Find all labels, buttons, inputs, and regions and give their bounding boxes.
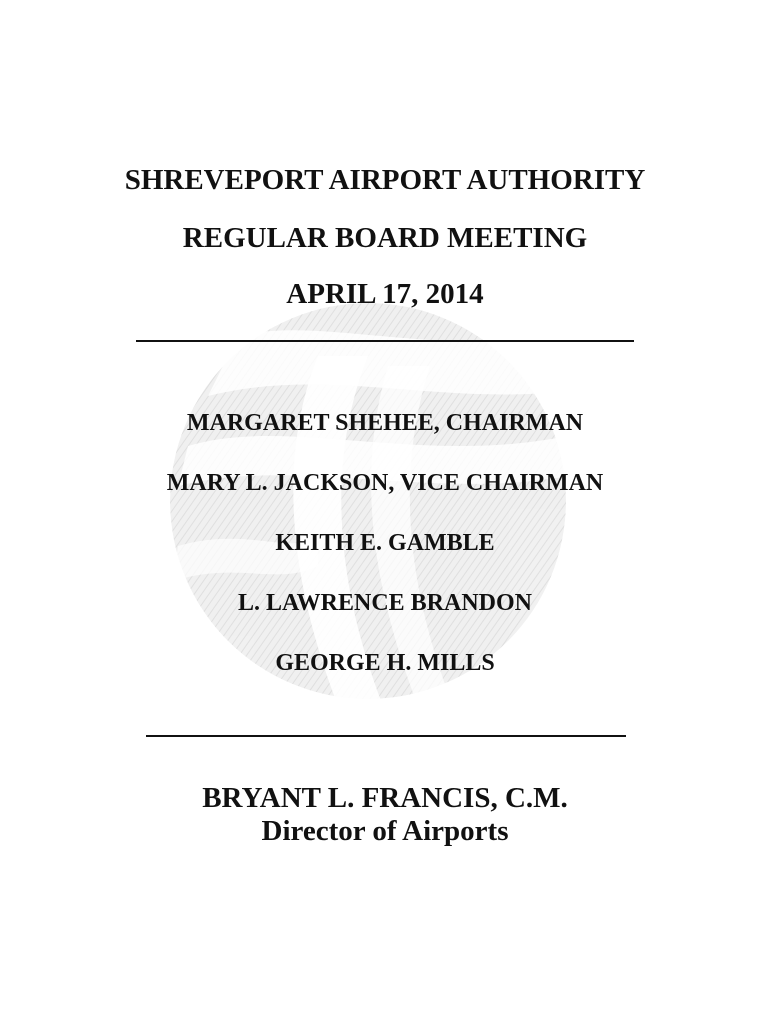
director-title: Director of Airports bbox=[261, 815, 509, 847]
airport-logo-watermark bbox=[168, 296, 568, 706]
board-member-vice-chairman: MARY L. JACKSON, VICE CHAIRMAN bbox=[166, 470, 604, 496]
director-name: BRYANT L. FRANCIS, C.M. bbox=[202, 782, 568, 814]
board-member: L. LAWRENCE BRANDON bbox=[237, 590, 533, 616]
board-member: KEITH E. GAMBLE bbox=[275, 530, 495, 556]
board-member-chairman: MARGARET SHEHEE, CHAIRMAN bbox=[186, 410, 584, 436]
organization-title: SHREVEPORT AIRPORT AUTHORITY bbox=[124, 164, 646, 196]
bottom-divider bbox=[146, 735, 626, 737]
meeting-title: REGULAR BOARD MEETING bbox=[182, 222, 588, 254]
meeting-date: APRIL 17, 2014 bbox=[286, 278, 484, 310]
board-member: GEORGE H. MILLS bbox=[275, 650, 495, 676]
top-divider bbox=[136, 340, 634, 342]
